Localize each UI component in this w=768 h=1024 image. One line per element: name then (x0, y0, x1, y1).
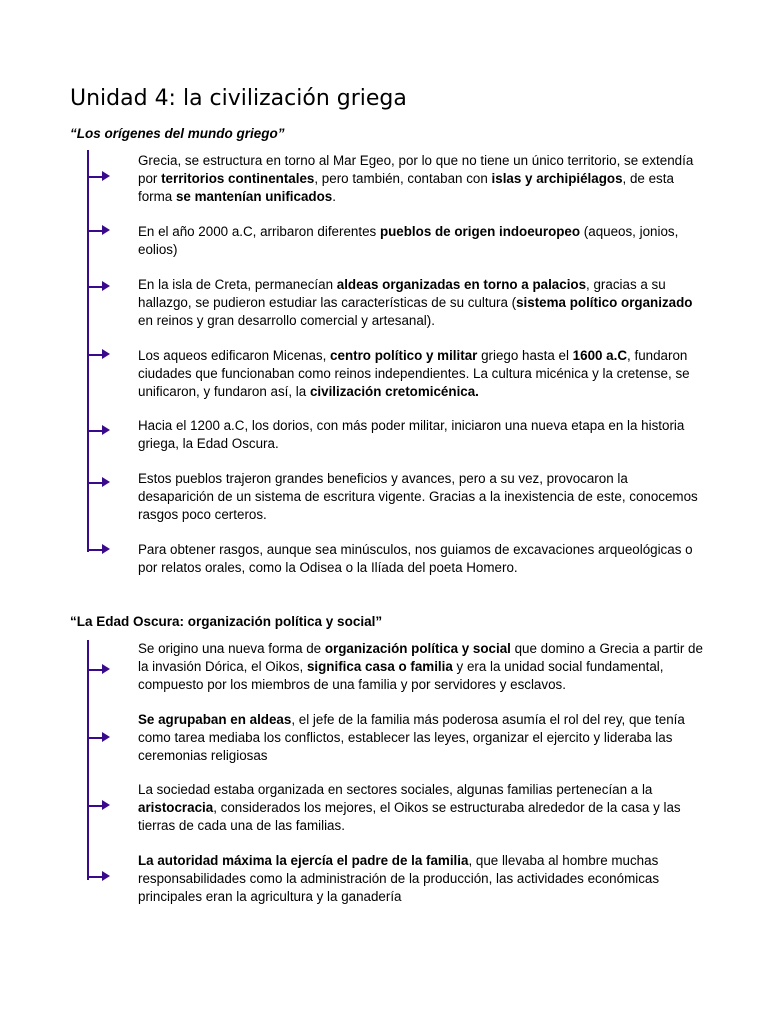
text-run: , gracias a su hallazgo, se pudieron estudiar las características de su cultura ( (138, 277, 666, 310)
paragraph-item (138, 347, 703, 401)
text-run: , pero también, contaban con (314, 171, 492, 186)
arrow-icon (88, 349, 110, 360)
paragraph-item (138, 152, 703, 206)
paragraph-item (138, 640, 703, 694)
arrow-icon (88, 281, 110, 292)
text-run: Grecia, se estructura en torno al Mar Egeo, por lo que no tiene un único territorio, se extendía por (138, 153, 694, 186)
text-run: Los aqueos edificaron Micenas, (138, 348, 331, 363)
text-run: griego hasta el (477, 348, 573, 363)
bold-text-run: pueblos de origen indoeuropeo (379, 224, 581, 239)
paragraph-item (138, 276, 703, 330)
arrow-icon (88, 171, 110, 182)
bold-text-run: significa casa o familia (306, 659, 453, 674)
arrow-icon (88, 732, 110, 743)
arrow-icon (88, 477, 110, 488)
text-run: , el jefe de la familia más poderosa asumía el rol del rey, que tenía como tarea mediaba los conflictos, establecer las leyes, organizar el ejercito y lideraba las ceremonias religiosas (138, 712, 685, 763)
paragraph-item (138, 223, 703, 259)
section-heading-dark-age: “La Edad Oscura: organización política y social” (70, 614, 383, 629)
text-run: , considerados los mejores, el Oikos se estructuraba alrededor de la casa y las tierras de cada una de las familias. (138, 800, 681, 833)
text-run: Hacia el 1200 a.C, los dorios, con más poder militar, iniciaron una nueva etapa en la historia griega, la Edad Oscura. (138, 418, 685, 451)
text-run: en reinos y gran desarrollo comercial y artesanal). (138, 313, 435, 328)
bold-text-run: 1600 a.C (572, 348, 628, 363)
arrow-icon (88, 544, 110, 555)
bold-text-run: aldeas organizadas en torno a palacios (336, 277, 587, 292)
text-run: La sociedad estaba organizada en sectores sociales, algunas familias pertenecían a la (138, 782, 653, 797)
bold-text-run: aristocracia (138, 800, 214, 815)
text-run: y era la unidad social fundamental, compuesto por los miembros de una familia y por servidores y esclavos. (138, 659, 664, 692)
text-run: , de esta forma (138, 171, 674, 204)
text-run: Para obtener rasgos, aunque sea minúsculos, nos guiamos de excavaciones arqueológicas o por relatos orales, como la Odisea o la Ilíada del poeta Homero. (138, 542, 693, 575)
bold-text-run: se mantenían unificados (175, 189, 333, 204)
arrow-icon (88, 871, 110, 882)
bold-text-run: territorios continentales (161, 171, 315, 186)
text-run: Estos pueblos trajeron grandes beneficios y avances, pero a su vez, provocaron la desaparición de un sistema de escritura vigente. Gracias a la inexistencia de este, conocemos rasgos poco certeros. (138, 471, 698, 522)
page-title: Unidad 4: la civilización griega (70, 86, 407, 111)
paragraph-item (138, 711, 703, 765)
paragraph-item (138, 417, 703, 453)
arrow-icon (88, 225, 110, 236)
bold-text-run: La autoridad máxima la ejercía el padre de la familia (138, 853, 469, 868)
bold-text-run: sistema político organizado (516, 295, 693, 310)
bold-text-run: centro político y militar (330, 348, 478, 363)
paragraph-item (138, 541, 703, 577)
text-run: Se origino una nueva forma de (138, 641, 325, 656)
bold-text-run: organización política y social (324, 641, 511, 656)
arrow-icon (88, 664, 110, 675)
text-run: , fundaron ciudades que funcionaban como reinos independientes. La cultura micénica y la cretense, se unificaron, y fundaron así, la (138, 348, 690, 399)
text-run: (aqueos, jonios, eolios) (138, 224, 679, 257)
arrow-icon (88, 800, 110, 811)
text-run: . (332, 189, 336, 204)
text-run: que domino a Grecia a partir de la invasión Dórica, el Oikos, (138, 641, 703, 674)
paragraph-item (138, 852, 703, 906)
bold-text-run: islas y archipiélagos (491, 171, 623, 186)
section-heading-origins: “Los orígenes del mundo griego” (70, 126, 285, 141)
paragraph-item (138, 781, 703, 835)
text-run: En el año 2000 a.C, arribaron diferentes (138, 224, 380, 239)
text-run: En la isla de Creta, permanecían (138, 277, 337, 292)
bold-text-run: Se agrupaban en aldeas (138, 712, 292, 727)
bold-text-run: civilización cretomicénica. (309, 384, 479, 399)
paragraph-item (138, 470, 703, 524)
connector-line-dark-age (87, 640, 89, 880)
text-run: , que llevaba al hombre muchas responsabilidades como la administración de la producción, las actividades económicas principales eran la agricultura y la ganadería (138, 853, 660, 904)
arrow-icon (88, 425, 110, 436)
